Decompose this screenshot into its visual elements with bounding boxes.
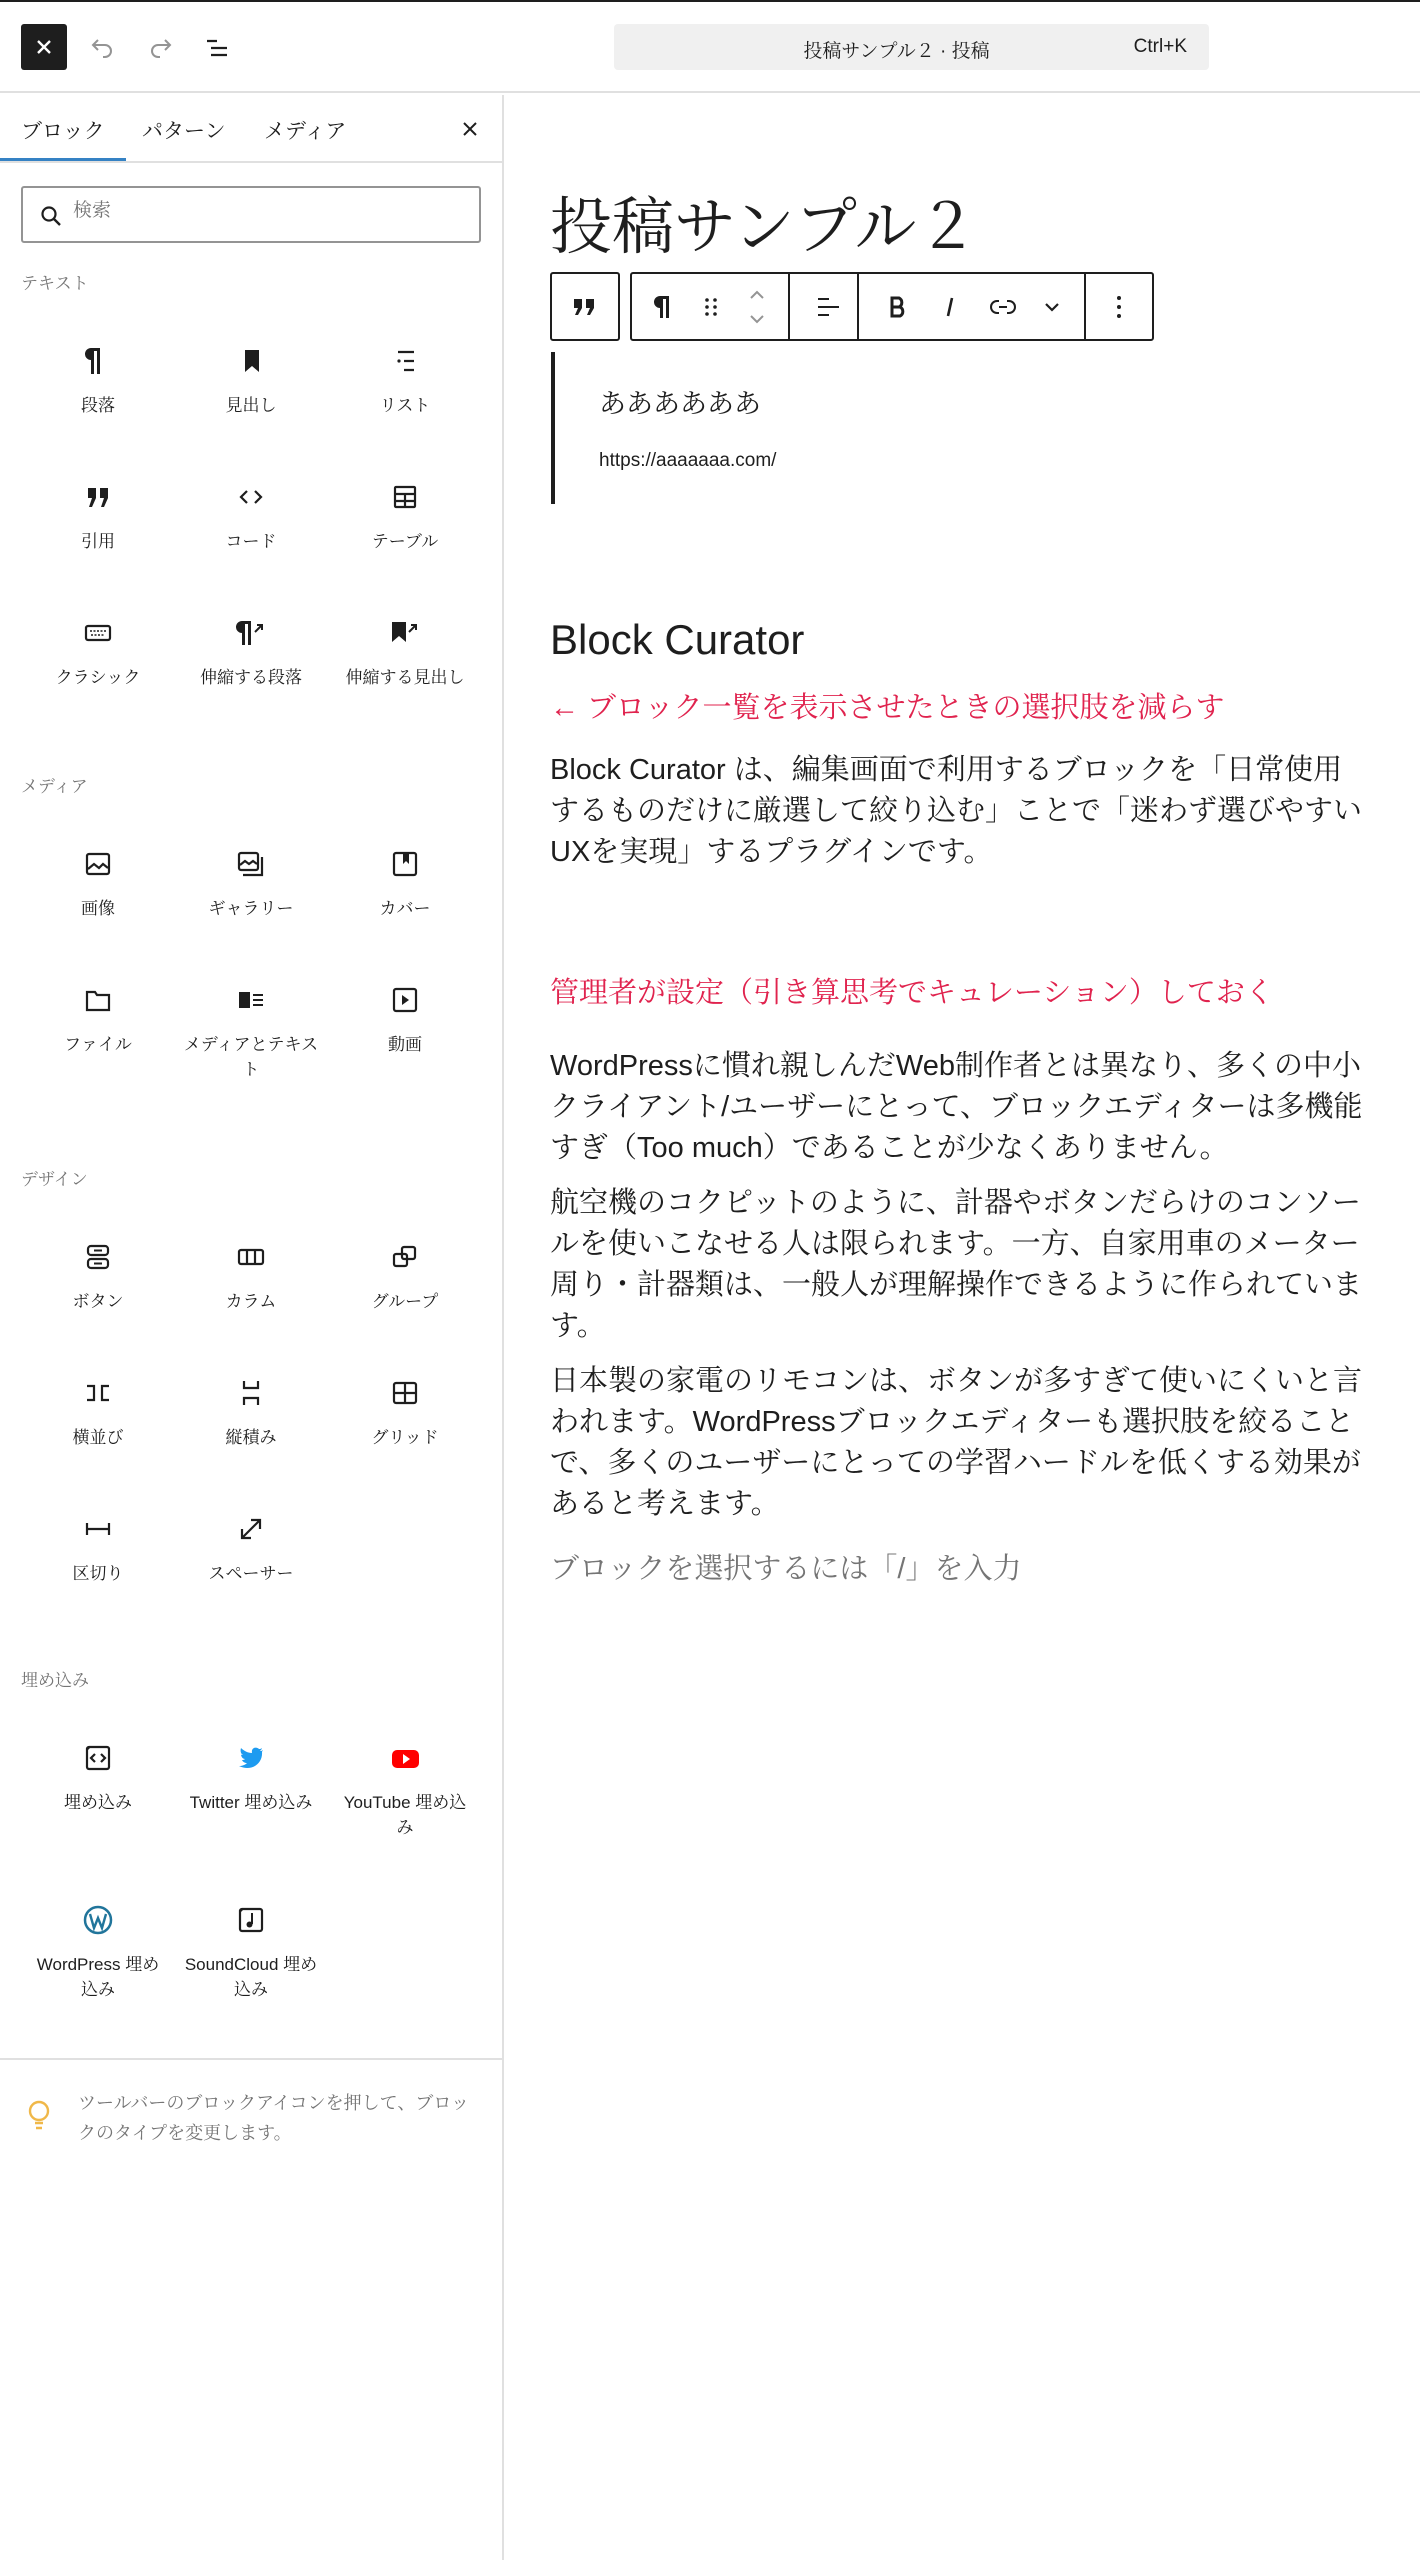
toolbar-divider	[857, 274, 859, 339]
file-icon	[23, 980, 173, 1020]
quote-text[interactable]: ああああああ	[599, 389, 761, 419]
block-item-row[interactable]	[23, 1373, 173, 1450]
block-item-label: 埋め込み	[64, 1793, 132, 1812]
link-icon	[989, 297, 1017, 317]
block-item-columns[interactable]	[176, 1237, 326, 1314]
block-options-button[interactable]	[1102, 290, 1136, 324]
shortcut-hint: Ctrl+K	[1133, 36, 1187, 57]
media-text-icon	[176, 980, 326, 1020]
block-item-paragraph[interactable]	[23, 341, 173, 418]
video-icon	[330, 980, 480, 1020]
block-item-code[interactable]	[176, 477, 326, 554]
close-icon	[35, 38, 53, 56]
block-appender-placeholder[interactable]: ブロックを選択するには「/」を入力	[550, 1553, 1022, 1585]
block-item-label: ファイル	[64, 1035, 132, 1054]
block-item-fit-paragraph[interactable]	[176, 613, 326, 690]
twitter-icon	[176, 1738, 326, 1778]
editor-header	[0, 2, 1420, 93]
block-type-quote-button[interactable]	[550, 272, 620, 341]
block-item-label: クラシック	[55, 668, 141, 687]
chevron-up-down-icon	[747, 285, 767, 329]
block-item-stack[interactable]	[176, 1373, 326, 1450]
block-item-label: 見出し	[225, 396, 277, 415]
category-heading: テキスト	[21, 274, 89, 293]
block-item-keyboard[interactable]	[23, 613, 173, 690]
block-item-twitter[interactable]	[176, 1738, 326, 1815]
block-item-label: ギャラリー	[208, 899, 294, 918]
code-icon	[176, 477, 326, 517]
block-item-grid[interactable]	[330, 1373, 480, 1450]
block-item-youtube[interactable]	[330, 1738, 480, 1840]
close-icon	[462, 121, 478, 137]
tab-blocks[interactable]: ブロック	[0, 115, 126, 161]
heading-block[interactable]: Block Curator	[550, 616, 805, 663]
block-item-buttons[interactable]	[23, 1237, 173, 1314]
align-button[interactable]	[811, 290, 845, 324]
chevron-down-icon	[1042, 297, 1062, 317]
toolbar-divider	[1084, 274, 1086, 339]
wordpress-icon	[23, 1900, 173, 1940]
block-item-soundcloud[interactable]	[176, 1900, 326, 2002]
italic-icon	[942, 295, 958, 319]
redo-button[interactable]	[144, 32, 176, 64]
block-item-label: 段落	[81, 396, 115, 415]
italic-button[interactable]	[933, 290, 967, 324]
block-item-fit-heading[interactable]	[330, 613, 480, 690]
block-item-label: ボタン	[72, 1292, 124, 1311]
lightbulb-icon	[26, 2100, 52, 2134]
paragraph-icon	[23, 341, 173, 381]
block-item-quote[interactable]	[23, 477, 173, 554]
document-overview-button[interactable]	[201, 32, 233, 64]
block-item-label: YouTube 埋め込み	[343, 1793, 467, 1837]
block-item-label: SoundCloud 埋め込み	[184, 1955, 318, 1999]
toolbar-divider	[788, 274, 790, 339]
bold-button[interactable]	[881, 290, 915, 324]
note-paragraph[interactable]: ← ブロック一覧を表示させたときの選択肢を減らす	[550, 692, 1225, 724]
undo-icon	[90, 35, 116, 61]
block-search-input[interactable]	[73, 200, 453, 222]
close-editor-button[interactable]	[21, 24, 67, 70]
block-item-label: カラム	[225, 1292, 277, 1311]
list-view-icon	[204, 35, 230, 61]
block-inserter-panel	[0, 95, 504, 2560]
block-item-label: 引用	[81, 532, 115, 551]
youtube-icon	[330, 1738, 480, 1778]
buttons-icon	[23, 1237, 173, 1277]
note-paragraph[interactable]: 管理者が設定（引き算思考でキュレーション）しておく	[550, 977, 1274, 1009]
block-item-label: 伸縮する段落	[200, 668, 302, 687]
more-vertical-icon	[1115, 294, 1123, 320]
block-item-label: 縦積み	[225, 1428, 277, 1447]
block-item-file[interactable]	[23, 980, 173, 1057]
keyboard-icon	[23, 613, 173, 653]
document-title: 投稿サンプル２ · 投稿	[803, 41, 990, 62]
block-item-separator[interactable]	[23, 1509, 173, 1586]
block-item-cover[interactable]	[330, 844, 480, 921]
paragraph-block[interactable]: Block Curator は、編集画面で利用するブロックを「日常使用するものだけに厳選して絞り込む」ことで「迷わず選びやすいUXを実現」するプラグインです。	[550, 754, 1363, 868]
category-heading: 埋め込み	[21, 1671, 89, 1690]
block-item-spacer[interactable]	[176, 1509, 326, 1586]
quote-citation[interactable]: https://aaaaaaa.com/	[599, 450, 777, 471]
block-item-label: メディアとテキスト	[183, 1035, 319, 1079]
image-icon	[23, 844, 173, 884]
paragraph-block[interactable]: 日本製の家電のリモコンは、ボタンが多すぎて使いにくいと言われます。WordPressブロックエディターも選択肢を絞ることで、多くのユーザーにとっての学習ハードルを低くする効果があると考えます。	[550, 1365, 1363, 1520]
embed-icon	[23, 1738, 173, 1778]
block-item-label: スペーサー	[208, 1564, 294, 1583]
paragraph-block[interactable]: 航空機のコクピットのように、計器やボタンだらけのコンソールを使いこなせる人は限られます。一方、自家用車のメーター周り・計器類は、一般人が理解操作できるように作られています。	[550, 1187, 1363, 1342]
undo-button[interactable]	[87, 32, 119, 64]
block-item-image[interactable]	[23, 844, 173, 921]
list-icon	[330, 341, 480, 381]
paragraph-transform-button[interactable]	[645, 290, 679, 324]
category-heading: メディア	[21, 777, 88, 796]
redo-icon	[147, 35, 173, 61]
separator-icon	[23, 1509, 173, 1549]
post-title[interactable]: 投稿サンプル２	[550, 193, 979, 262]
block-item-wordpress[interactable]	[23, 1900, 173, 2002]
command-palette-button[interactable]	[614, 24, 1209, 70]
block-search[interactable]	[21, 186, 481, 243]
grid-icon	[330, 1373, 480, 1413]
tab-patterns[interactable]: パターン	[142, 120, 226, 143]
block-item-embed[interactable]	[23, 1738, 173, 1815]
drag-icon	[704, 296, 718, 318]
block-item-label: 動画	[388, 1035, 422, 1054]
block-item-list[interactable]	[330, 341, 480, 418]
block-item-label: 画像	[81, 899, 115, 918]
align-left-icon	[815, 295, 841, 319]
block-item-label: カバー	[379, 899, 431, 918]
block-item-table[interactable]	[330, 477, 480, 554]
block-item-group[interactable]	[330, 1237, 480, 1314]
block-item-label: グループ	[371, 1292, 439, 1311]
block-item-gallery[interactable]	[176, 844, 326, 921]
quote-icon	[23, 477, 173, 517]
block-toolbar	[630, 272, 1154, 341]
soundcloud-icon	[176, 1900, 326, 1940]
drag-handle[interactable]	[694, 290, 728, 324]
category-heading: デザイン	[21, 1170, 88, 1189]
block-item-label: 横並び	[72, 1428, 124, 1447]
group-icon	[330, 1237, 480, 1277]
block-item-label: グリッド	[371, 1428, 439, 1447]
tip-text: ツールバーのブロックアイコンを押して、ブロックのタイプを変更します。	[78, 2093, 469, 2143]
block-item-label: コード	[225, 532, 277, 551]
post-content	[550, 615, 1363, 1590]
spacer-icon	[176, 1509, 326, 1549]
search-icon	[40, 205, 62, 227]
block-item-video[interactable]	[330, 980, 480, 1057]
block-item-label: 区切り	[72, 1564, 124, 1583]
paragraph-icon	[651, 294, 673, 320]
more-formats-button[interactable]	[1035, 290, 1069, 324]
close-inserter-button[interactable]	[456, 115, 484, 143]
paragraph-block[interactable]: WordPressに慣れ親しんだWeb制作者とは異なり、多くの中小クライアント/ユーザーにとって、ブロックエディターは多機能すぎ（Too much）であることが少なくありません。	[550, 1050, 1363, 1164]
block-item-media-text[interactable]	[176, 980, 326, 1082]
block-item-label: WordPress 埋め込み	[36, 1955, 160, 1999]
stack-icon	[176, 1373, 326, 1413]
block-item-label: リスト	[379, 396, 431, 415]
quote-icon	[572, 296, 598, 318]
fit-heading-icon	[330, 613, 480, 653]
heading-icon	[176, 341, 326, 381]
quote-block[interactable]	[551, 352, 1251, 504]
block-item-label: 伸縮する見出し	[345, 668, 465, 687]
inserter-tabs	[0, 95, 502, 163]
gallery-icon	[176, 844, 326, 884]
bold-icon	[887, 295, 909, 319]
cover-icon	[330, 844, 480, 884]
columns-icon	[176, 1237, 326, 1277]
link-button[interactable]	[986, 290, 1020, 324]
row-icon	[23, 1373, 173, 1413]
move-up-down-buttons[interactable]	[740, 284, 774, 330]
tab-media[interactable]: メディア	[264, 120, 347, 143]
table-icon	[330, 477, 480, 517]
block-item-heading[interactable]	[176, 341, 326, 418]
block-item-label: テーブル	[371, 532, 439, 551]
block-item-label: Twitter 埋め込み	[189, 1793, 313, 1812]
inserter-tip	[0, 2058, 502, 2158]
fit-paragraph-icon	[176, 613, 326, 653]
